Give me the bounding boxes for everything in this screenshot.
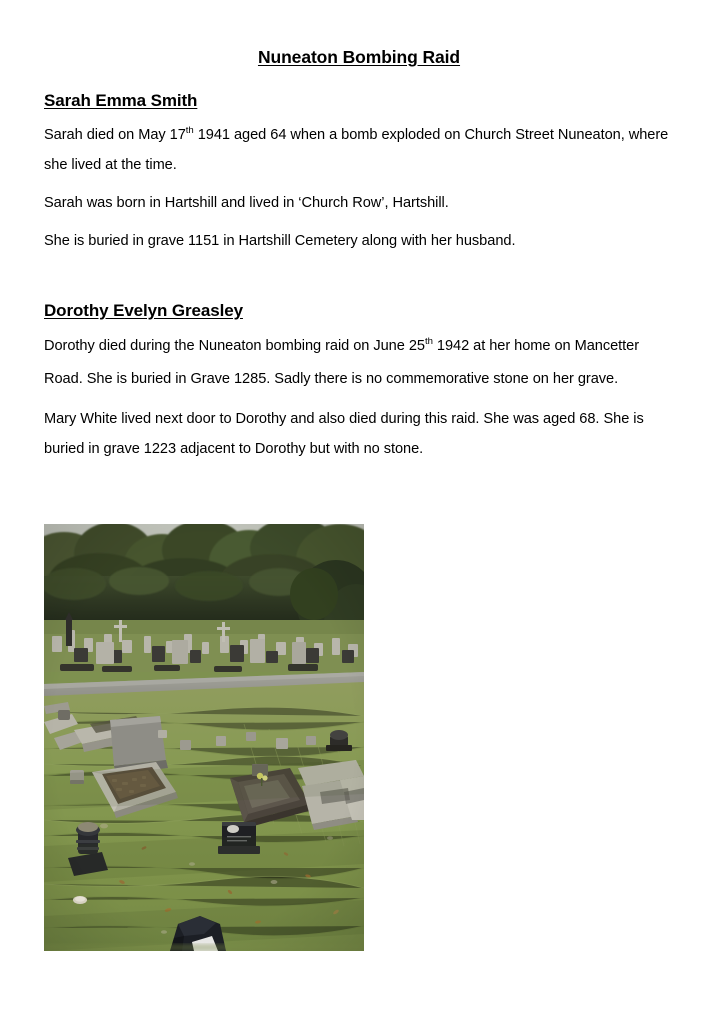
paragraph-dorothy-death-before: Dorothy died during the Nuneaton bombing raid on June 25 — [44, 338, 425, 354]
paragraph-sarah-death-before: Sarah died on May 17 — [44, 127, 186, 143]
cemetery-photo-image — [44, 524, 364, 951]
document-content — [44, 44, 674, 472]
paragraph-sarah-birth: Sarah was born in Hartshill and lived in ‘Church Row’, Hartshill. — [44, 195, 449, 211]
ordinal-suffix-25th: th — [424, 336, 433, 348]
section-heading-dorothy-evelyn-greasley-text: Dorothy Evelyn Greasley — [44, 301, 243, 320]
section-heading-sarah-emma-smith — [44, 86, 674, 116]
paragraph-sarah-grave: She is buried in grave 1151 in Hartshill Cemetery along with her husband. — [44, 233, 516, 249]
paragraph-dorothy-death — [44, 330, 674, 396]
page-title — [44, 44, 674, 70]
paragraph-mary-white: Mary White lived next door to Dorothy and also died during this raid. She was aged 68. She is buried in grave 1223 adjacent to Dorothy but with no stone. — [44, 411, 644, 457]
section-heading-dorothy-evelyn-greasley — [44, 296, 674, 326]
paragraph-dorothy-death-after: 1942 at her home on Mancetter Road. She is buried in Grave 1285. Sadly there is no commemorative stone on her grave. — [44, 338, 640, 387]
paragraph-sarah-death — [44, 120, 674, 180]
ordinal-suffix-17th: th — [185, 125, 194, 137]
paragraph-sarah-death-after: 1941 aged 64 when a bomb exploded on Church Street Nuneaton, where she lived at the time. — [44, 127, 669, 173]
cemetery-photo-figure — [44, 524, 364, 951]
section-heading-sarah-emma-smith-text: Sarah Emma Smith — [44, 91, 198, 110]
hartshill-cemetery-photo — [44, 524, 364, 951]
page-title-text: Nuneaton Bombing Raid — [257, 47, 461, 67]
